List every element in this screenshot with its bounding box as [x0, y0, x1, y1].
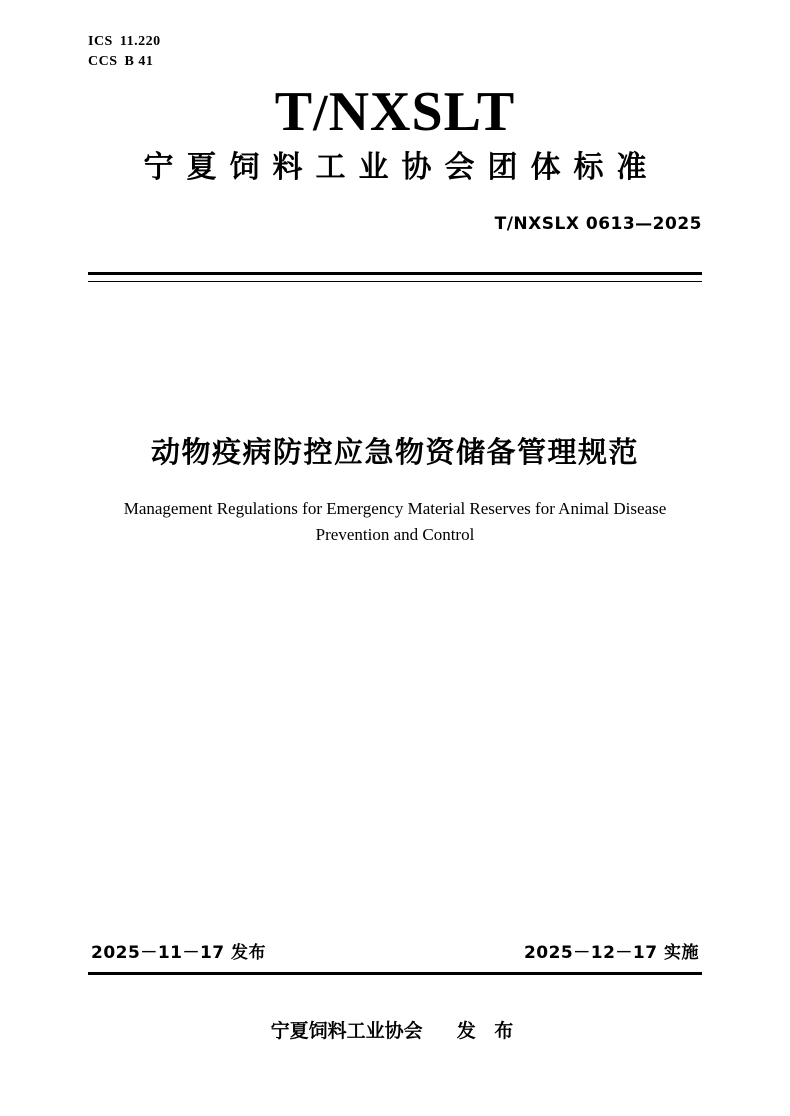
- logo-slash: /: [313, 85, 329, 142]
- standard-number: T/NXSLX 0613—2025: [494, 214, 702, 234]
- implementation-date: 2025－12－17 实施: [523, 943, 699, 963]
- association-standard-line: 宁夏饲料工业协会团体标准: [143, 150, 660, 185]
- page-title: 动物疫病防控应急物资储备管理规范: [150, 435, 639, 469]
- standard-logo: [0, 81, 790, 143]
- publisher-action: 发 布: [456, 1020, 520, 1042]
- issue-date: 2025－11－17 发布: [91, 943, 267, 963]
- footer-rule-thick: [88, 972, 702, 975]
- logo-suffix: NXSLT: [328, 81, 516, 143]
- publisher-line: [0, 1016, 790, 1043]
- ccs-code-line: [88, 52, 161, 72]
- page-subtitle-english: Management Regulations for Emergency Material Reserves for Animal Disease Prevention and Control: [123, 499, 667, 545]
- header-rule-thin: [88, 281, 702, 282]
- publisher-name: 宁夏饲料工业协会: [270, 1020, 423, 1042]
- classification-codes: [88, 32, 161, 73]
- ics-value: 11.220: [119, 34, 161, 49]
- ccs-value: B 41: [124, 54, 154, 70]
- ics-label: ICS: [88, 34, 113, 49]
- ics-code-line: [88, 32, 161, 52]
- ccs-label: CCS: [88, 54, 118, 70]
- logo-prefix: T: [274, 81, 314, 143]
- header-rule-thick: [88, 272, 702, 275]
